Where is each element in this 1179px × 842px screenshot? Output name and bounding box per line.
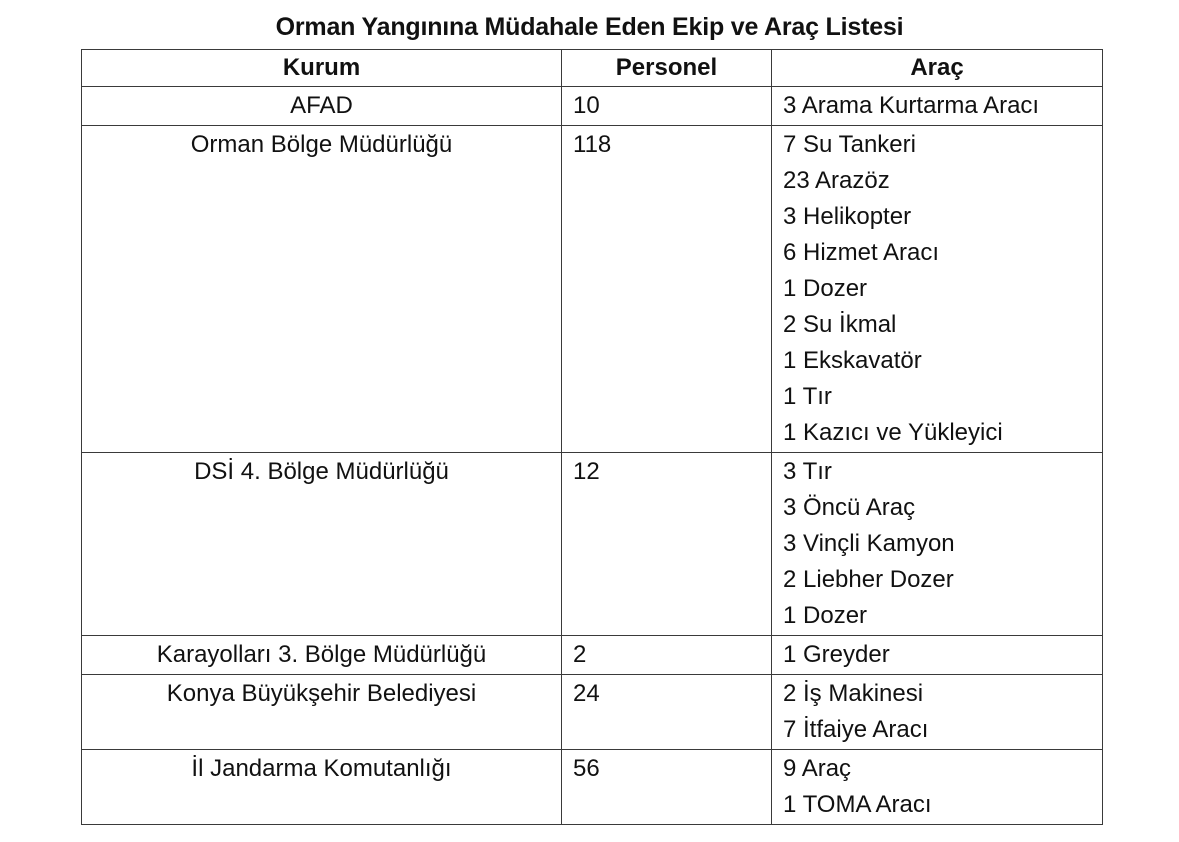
arac-item: 6 Hizmet Aracı	[783, 239, 940, 266]
table-row	[82, 126, 1103, 453]
document-title: Orman Yangınına Müdahale Eden Ekip ve Araç Listesi	[275, 13, 904, 41]
kurum-cell: Konya Büyükşehir Belediyesi	[166, 680, 477, 707]
arac-item: 1 Kazıcı ve Yükleyici	[783, 419, 1003, 446]
arac-item: 2 İş Makinesi	[783, 680, 924, 707]
arac-item: 3 Helikopter	[783, 203, 912, 230]
table-row	[82, 750, 1103, 825]
arac-item: 1 Greyder	[783, 641, 890, 668]
personel-cell: 12	[573, 458, 600, 485]
kurum-cell: Karayolları 3. Bölge Müdürlüğü	[156, 641, 487, 668]
kurum-cell: AFAD	[290, 92, 353, 119]
arac-item: 7 İtfaiye Aracı	[783, 716, 929, 743]
kurum-cell: İl Jandarma Komutanlığı	[191, 755, 452, 782]
arac-item: 3 Vinçli Kamyon	[783, 530, 955, 557]
personel-cell: 10	[573, 92, 600, 119]
arac-item: 3 Tır	[783, 458, 832, 485]
table-row	[82, 453, 1103, 636]
team-vehicle-table	[81, 49, 1103, 825]
kurum-cell: DSİ 4. Bölge Müdürlüğü	[194, 458, 449, 485]
arac-item: 3 Öncü Araç	[783, 494, 916, 521]
personel-cell: 118	[573, 131, 612, 158]
arac-item: 1 Dozer	[783, 275, 868, 302]
arac-item: 1 Dozer	[783, 602, 868, 629]
header-kurum: Kurum	[82, 50, 562, 87]
personel-cell: 56	[573, 755, 600, 782]
arac-item: 7 Su Tankeri	[783, 131, 916, 158]
header-arac: Araç	[772, 50, 1103, 87]
header-row	[82, 50, 1103, 87]
header-personel: Personel	[562, 50, 772, 87]
arac-item: 23 Arazöz	[783, 167, 890, 194]
arac-item: 2 Su İkmal	[783, 311, 897, 338]
arac-item: 1 Ekskavatör	[783, 347, 922, 374]
arac-item: 2 Liebher Dozer	[783, 566, 954, 593]
arac-item: 1 TOMA Aracı	[783, 791, 932, 818]
personel-cell: 24	[573, 680, 600, 707]
table-row	[82, 675, 1103, 750]
table-row	[82, 636, 1103, 675]
kurum-cell: Orman Bölge Müdürlüğü	[190, 131, 453, 158]
arac-item: 3 Arama Kurtarma Aracı	[783, 92, 1040, 119]
arac-item: 9 Araç	[783, 755, 852, 782]
table-row	[82, 87, 1103, 126]
arac-item: 1 Tır	[783, 383, 832, 410]
personel-cell: 2	[573, 641, 587, 668]
